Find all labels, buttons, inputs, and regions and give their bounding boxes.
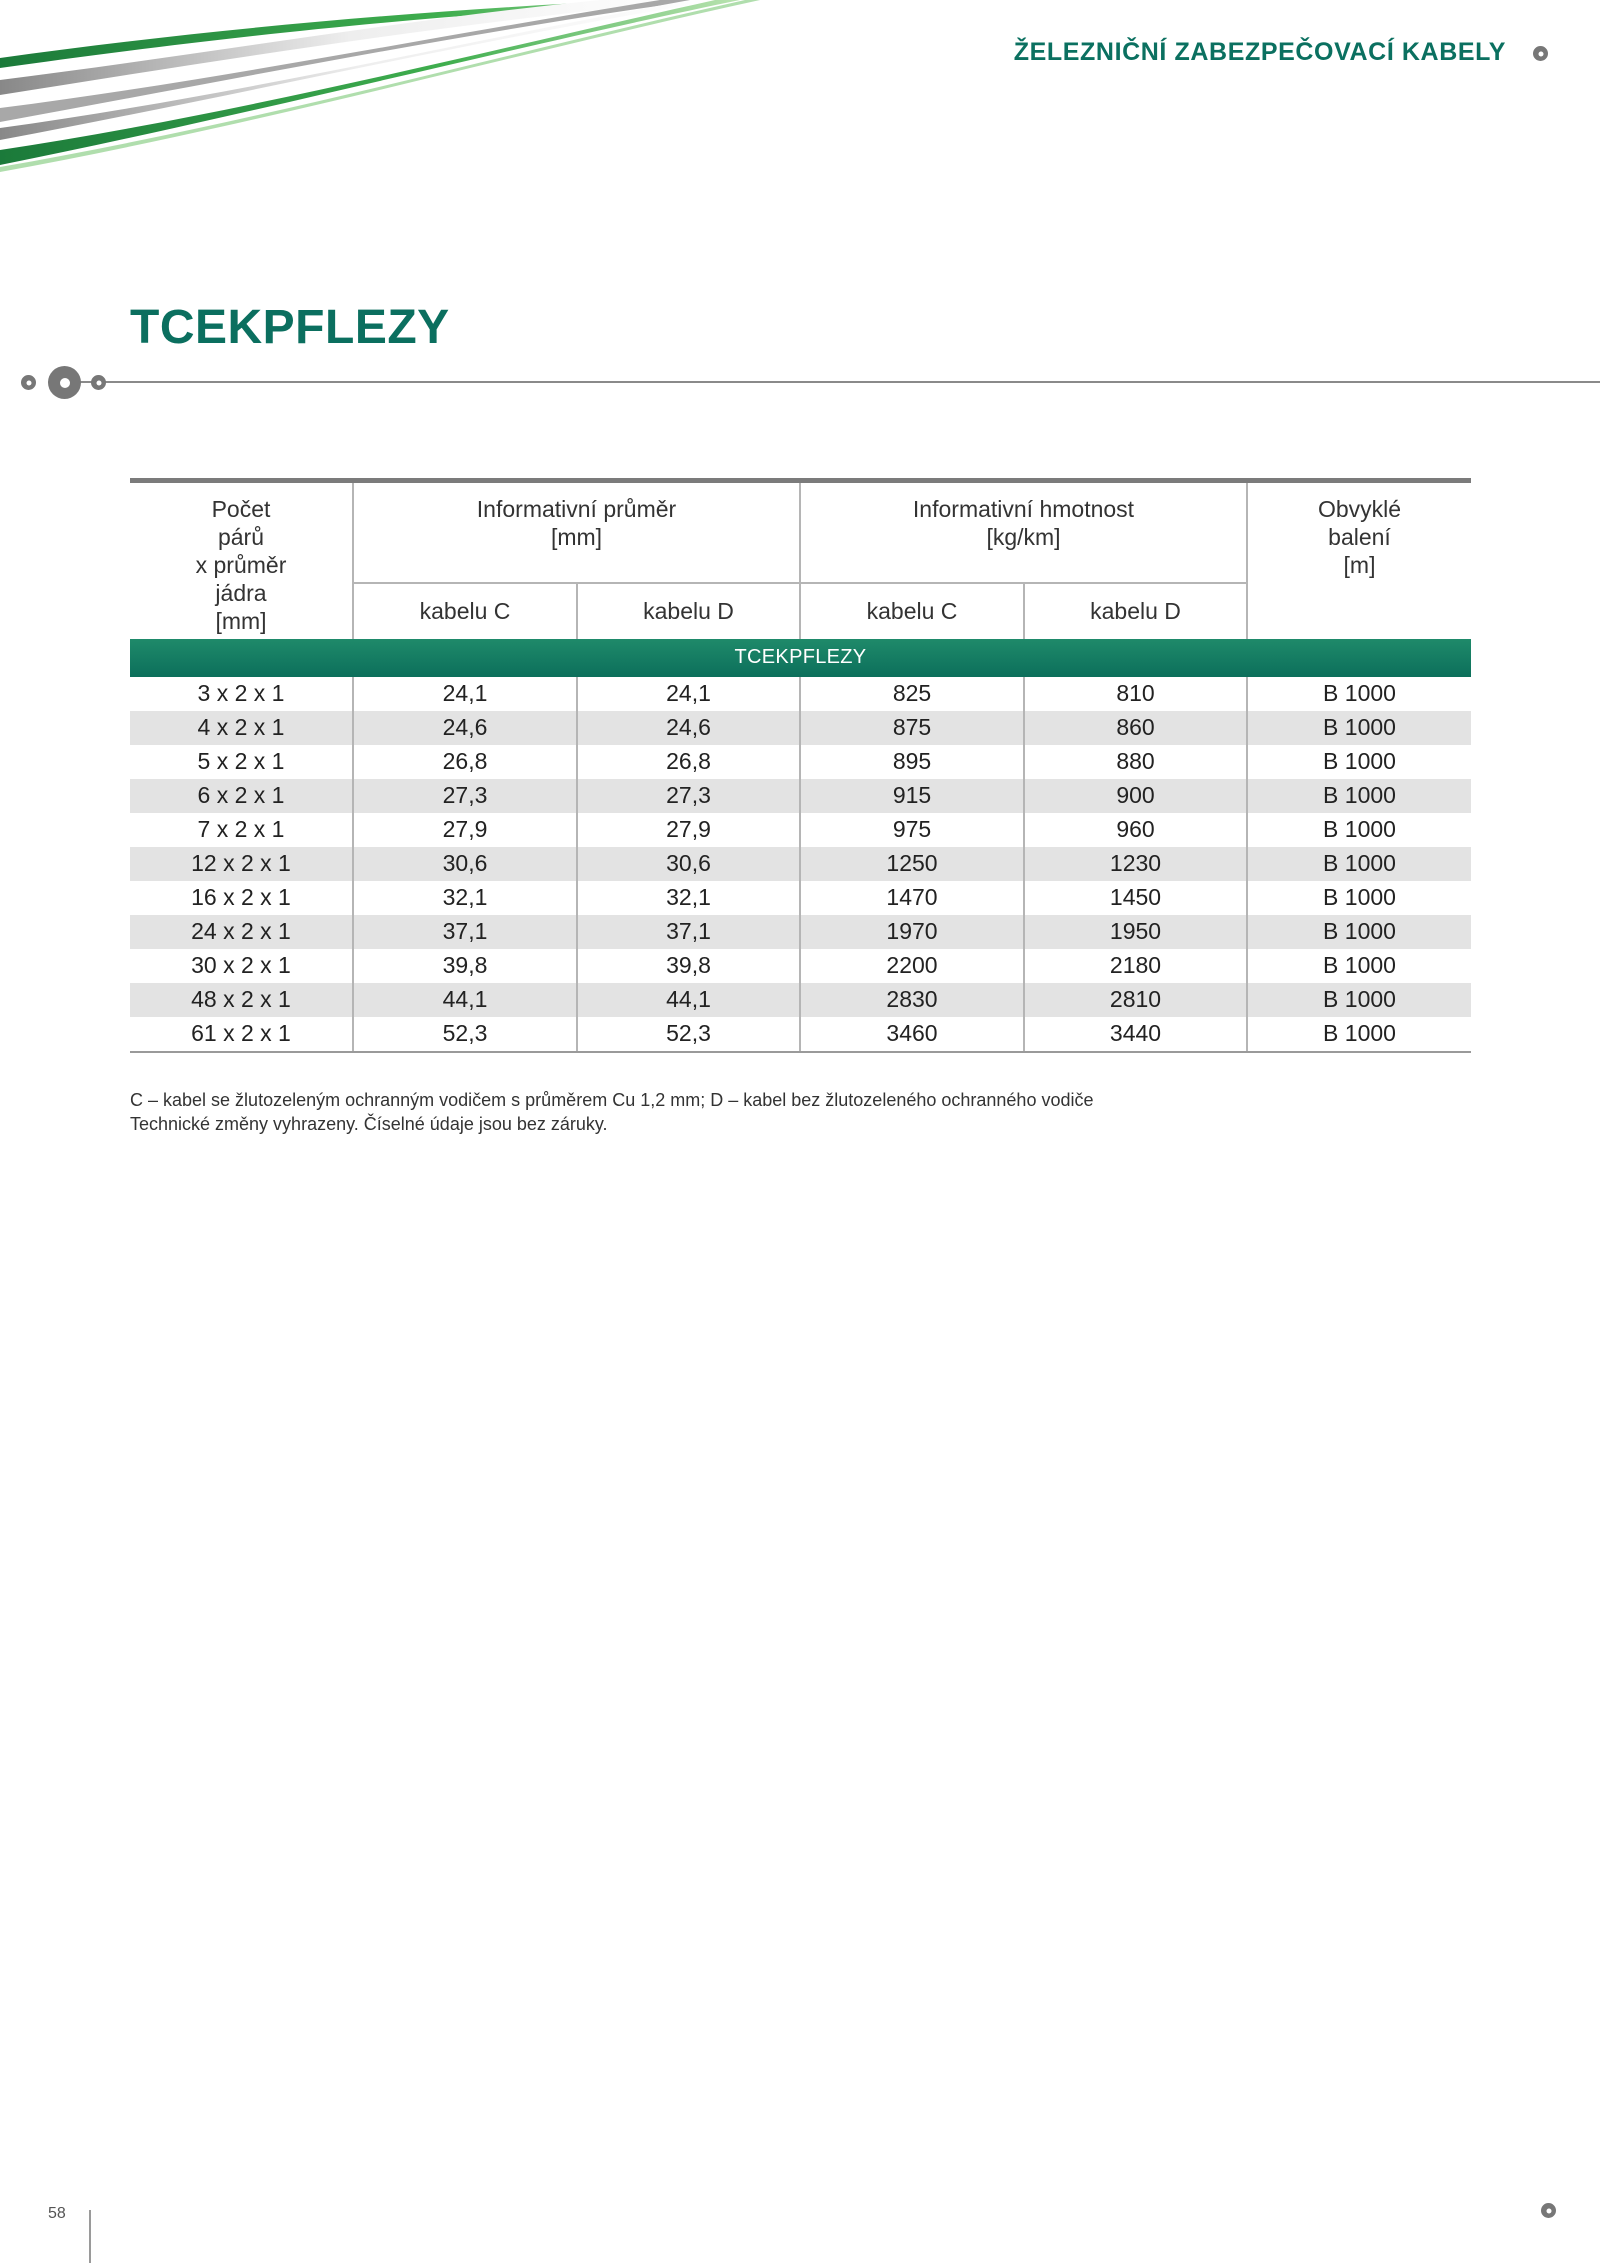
table-cell: 27,9 [577,813,800,847]
table-cell: 39,8 [353,949,577,983]
table-cell: 5 x 2 x 1 [130,745,353,779]
col-group-diameter: Informativní průměr [mm] [353,481,800,583]
table-row [130,1017,1471,1052]
table-cell: 875 [800,711,1024,745]
table-cell: 44,1 [353,983,577,1017]
note-line: C – kabel se žlutozeleným ochranným vodičem s průměrem Cu 1,2 mm; D – kabel bez žlutozeleného ochranného vodiče [130,1090,1094,1110]
col-header-diameter-d: kabelu D [577,583,800,639]
decorative-ring-icon [1533,46,1548,61]
table-cell: 880 [1024,745,1247,779]
table-row [130,745,1471,779]
table-cell: B 1000 [1247,983,1471,1017]
col-header-weight-d: kabelu D [1024,583,1247,639]
section-header-title: ŽELEZNIČNÍ ZABEZPEČOVACÍ KABELY [1013,38,1506,66]
table-row [130,847,1471,881]
table-cell: 2180 [1024,949,1247,983]
col-group-weight: Informativní hmotnost [kg/km] [800,481,1247,583]
table-row [130,983,1471,1017]
col-header-packaging: Obvyklé balení [m] [1247,481,1471,639]
table-cell: 3460 [800,1017,1024,1052]
table-cell: 24,1 [577,677,800,711]
table-cell: 3440 [1024,1017,1247,1052]
table-row [130,779,1471,813]
table-cell: 24,6 [353,711,577,745]
decorative-ring-icon [48,366,81,399]
table-cell: 27,3 [577,779,800,813]
table-cell: 44,1 [577,983,800,1017]
table-cell: 810 [1024,677,1247,711]
table-cell: 30,6 [353,847,577,881]
table-row [130,915,1471,949]
footer-divider [89,2210,91,2263]
table-cell: 16 x 2 x 1 [130,881,353,915]
table-cell: 1470 [800,881,1024,915]
table-cell: 895 [800,745,1024,779]
table-cell: 3 x 2 x 1 [130,677,353,711]
table-cell: 825 [800,677,1024,711]
table-cell: B 1000 [1247,949,1471,983]
table-cell: 900 [1024,779,1247,813]
table-cell: 32,1 [577,881,800,915]
table-cell: 1230 [1024,847,1247,881]
table-band-label: TCEKPFLEZY [130,639,1471,677]
note-line: Technické změny vyhrazeny. Číselné údaje jsou bez záruky. [130,1114,608,1134]
table-cell: 37,1 [353,915,577,949]
decorative-ring-icon [91,375,106,390]
table-cell: 52,3 [353,1017,577,1052]
table-row [130,813,1471,847]
col-header-weight-c: kabelu C [800,583,1024,639]
table-cell: 24,6 [577,711,800,745]
table-cell: B 1000 [1247,677,1471,711]
table-cell: 2830 [800,983,1024,1017]
table-cell: 12 x 2 x 1 [130,847,353,881]
table-cell: B 1000 [1247,915,1471,949]
table-row [130,677,1471,711]
table-cell: 2810 [1024,983,1247,1017]
table-cell: 32,1 [353,881,577,915]
table-cell: B 1000 [1247,1017,1471,1052]
table-cell: B 1000 [1247,881,1471,915]
col-header-pairs: Počet párů x průměr jádra [mm] [130,481,353,639]
page-number: 58 [48,2205,66,2222]
cable-spec-table [130,478,1471,1053]
table-row [130,881,1471,915]
table-cell: 1250 [800,847,1024,881]
table-cell: B 1000 [1247,847,1471,881]
table-cell: 975 [800,813,1024,847]
table-notes [130,1088,1093,1136]
table-cell: 915 [800,779,1024,813]
table-cell: 24 x 2 x 1 [130,915,353,949]
title-divider [70,381,1600,383]
table-cell: B 1000 [1247,711,1471,745]
table-cell: 37,1 [577,915,800,949]
table-cell: 7 x 2 x 1 [130,813,353,847]
decorative-ring-icon [21,375,36,390]
cable-swoosh-graphic [0,0,760,180]
table-cell: 30 x 2 x 1 [130,949,353,983]
table-cell: 27,9 [353,813,577,847]
table-cell: 24,1 [353,677,577,711]
table-cell: 30,6 [577,847,800,881]
decorative-ring-icon [1541,2203,1556,2218]
page-title: TCEKPFLEZY [130,301,450,354]
table-cell: B 1000 [1247,813,1471,847]
table-cell: 48 x 2 x 1 [130,983,353,1017]
table-cell: 1970 [800,915,1024,949]
table-cell: 2200 [800,949,1024,983]
table-cell: 61 x 2 x 1 [130,1017,353,1052]
table-cell: 27,3 [353,779,577,813]
table-row [130,711,1471,745]
table-cell: 26,8 [353,745,577,779]
table-cell: 860 [1024,711,1247,745]
table-row [130,949,1471,983]
table-body [130,677,1471,1052]
table-cell: 1450 [1024,881,1247,915]
table-cell: 960 [1024,813,1247,847]
table-cell: 39,8 [577,949,800,983]
cable-spec-table-wrapper [130,478,1471,1053]
table-cell: B 1000 [1247,779,1471,813]
table-cell: 52,3 [577,1017,800,1052]
col-header-diameter-c: kabelu C [353,583,577,639]
table-cell: B 1000 [1247,745,1471,779]
table-cell: 1950 [1024,915,1247,949]
table-cell: 4 x 2 x 1 [130,711,353,745]
table-cell: 26,8 [577,745,800,779]
table-cell: 6 x 2 x 1 [130,779,353,813]
